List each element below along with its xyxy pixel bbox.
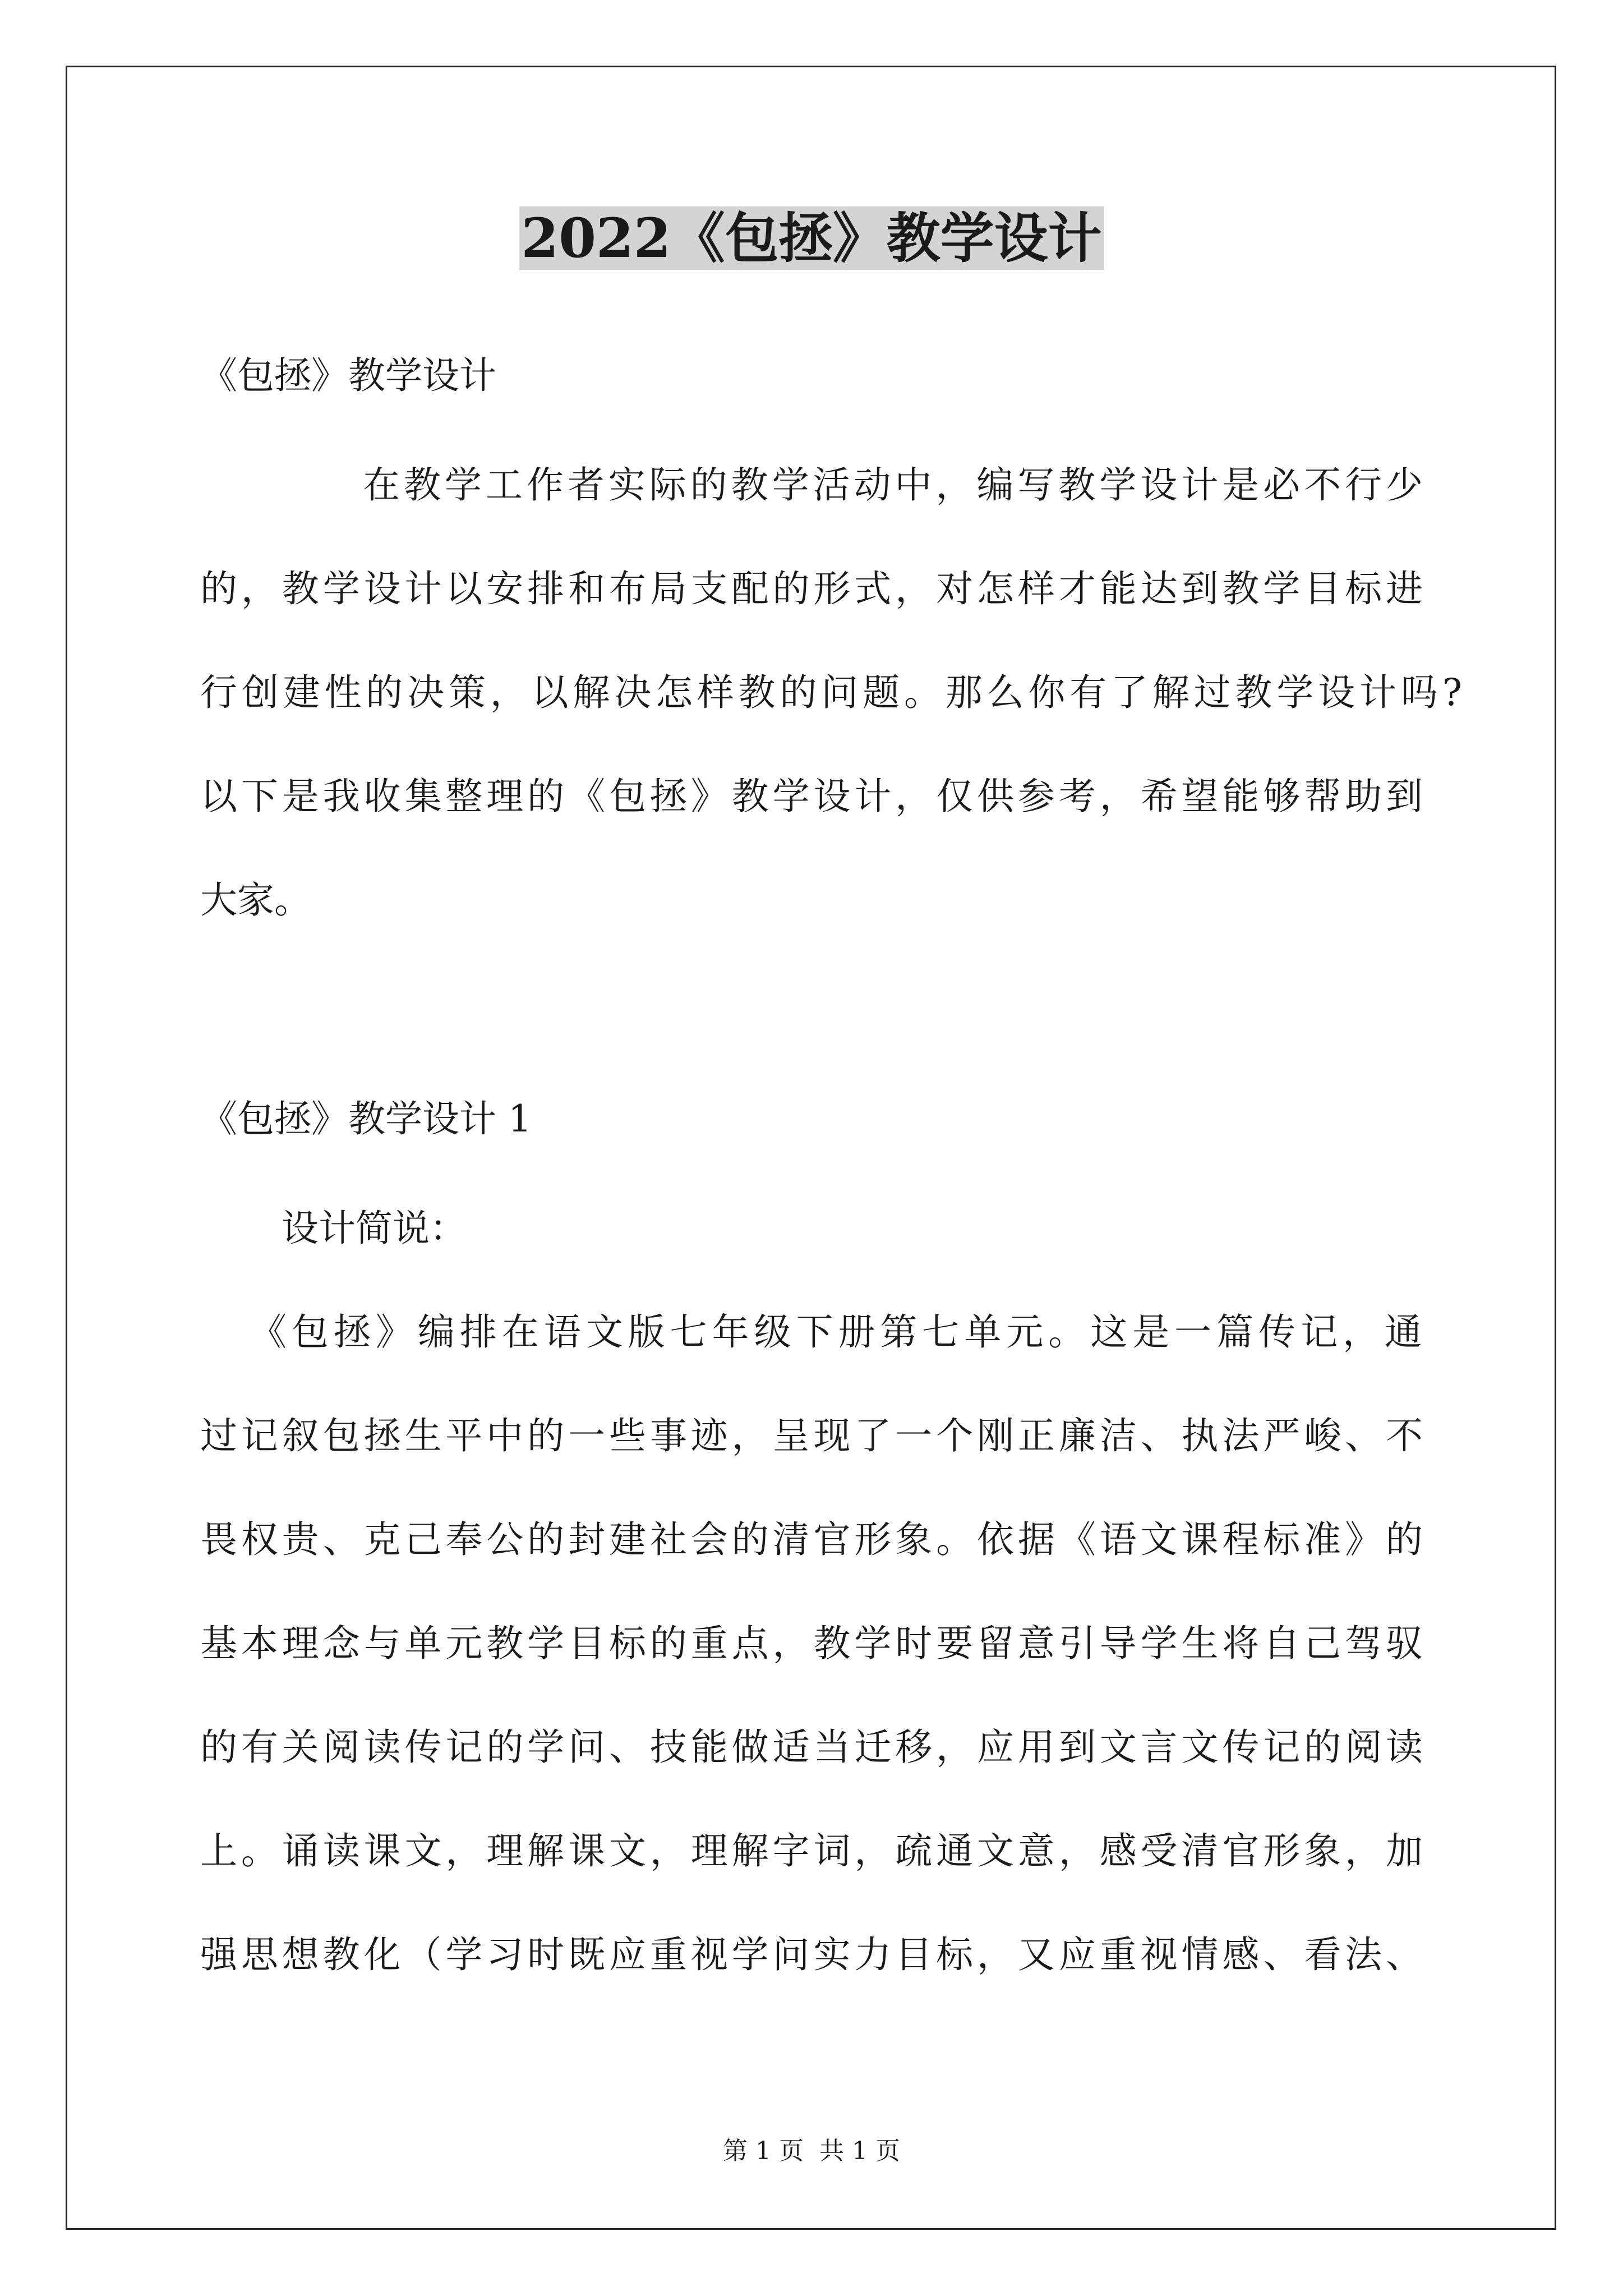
body-line-2: 过记叙包拯生平中的一些事迹，呈现了一个刚正廉洁、执法严峻、不 [200, 1414, 1423, 1457]
page-footer [0, 2134, 1623, 2168]
subtitle: 《包拯》教学设计 [200, 354, 496, 397]
design-label: 设计简说： [282, 1207, 467, 1250]
body-line-7: 强思想教化（学习时既应重视学问实力目标，又应重视情感、看法、 [200, 1933, 1423, 1976]
intro-line-2: 的，教学设计以安排和布局支配的形式，对怎样才能达到教学目标进 [200, 567, 1423, 610]
body-line-5: 的有关阅读传记的学问、技能做适当迁移，应用到文言文传记的阅读 [200, 1726, 1423, 1769]
intro-line-3: 行创建性的决策，以解决怎样教的问题。那么你有了解过教学设计吗? [200, 671, 1462, 714]
document-title-text: 2022《包拯》教学设计 [519, 206, 1104, 270]
page-number: 第 1 页 [723, 2137, 804, 2165]
body-line-4: 基本理念与单元教学目标的重点，教学时要留意引导学生将自己驾驭 [200, 1622, 1423, 1665]
intro-line-5: 大家。 [200, 878, 311, 922]
body-line-1: 《包拯》编排在语文版七年级下册第七单元。这是一篇传记，通 [250, 1310, 1422, 1354]
page-total: 共 1 页 [819, 2137, 900, 2165]
section-heading: 《包拯》教学设计 1 [200, 1097, 532, 1140]
body-line-3: 畏权贵、克己奉公的封建社会的清官形象。依据《语文课程标准》的 [200, 1518, 1423, 1561]
document-title [0, 199, 1623, 278]
intro-line-1: 在教学工作者实际的教学活动中，编写教学设计是必不行少 [363, 463, 1423, 507]
intro-line-4: 以下是我收集整理的《包拯》教学设计，仅供参考，希望能够帮助到 [200, 775, 1423, 818]
body-line-6: 上。诵读课文，理解课文，理解字词，疏通文意，感受清官形象，加 [200, 1829, 1423, 1872]
